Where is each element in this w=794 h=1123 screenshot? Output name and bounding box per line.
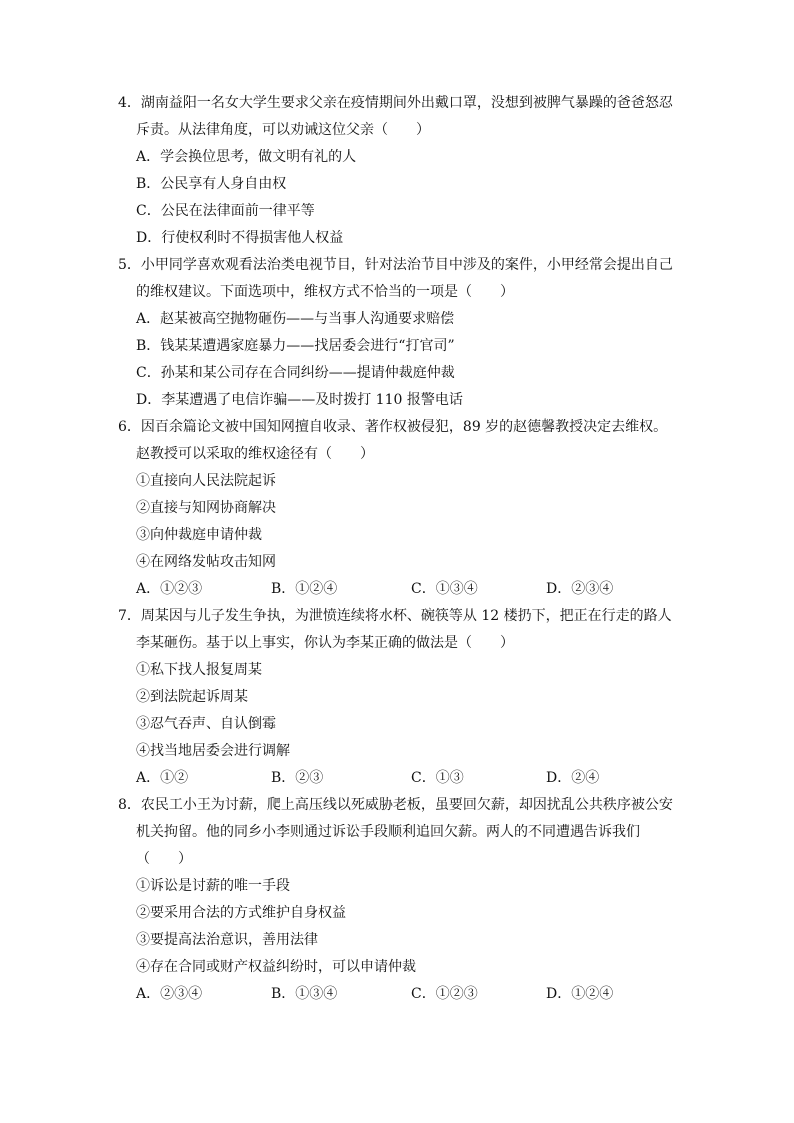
choice-b: B．①②④ (271, 581, 338, 597)
choice-c: C．①②③ (411, 986, 478, 1002)
option-d: D．行使权利时不得损害他人权益 (136, 230, 344, 246)
choice-a: A．②③④ (136, 986, 203, 1002)
question-stem (118, 603, 678, 657)
question-5 (118, 252, 678, 414)
statement-1: ①直接向人民法院起诉 (136, 473, 276, 489)
statement-2: ②要采用合法的方式维护自身权益 (136, 905, 346, 921)
choice-row (118, 576, 678, 603)
question-number: 6． (118, 419, 141, 435)
option-a: A．赵某被高空抛物砸伤——与当事人沟通要求赔偿 (136, 311, 455, 327)
choice-d: D．②④ (546, 770, 600, 786)
statement-4: ④存在合同或财产权益纠纷时，可以申请仲裁 (136, 959, 416, 975)
question-number: 8． (118, 797, 141, 813)
option-c: C．孙某和某公司存在合同纠纷——提请仲裁庭仲裁 (136, 365, 455, 381)
statement-1: ①私下找人报复周某 (136, 662, 262, 678)
question-4 (118, 90, 678, 252)
option-b: B．钱某某遭遇家庭暴力——找居委会进行“打官司” (136, 338, 455, 354)
choice-c: C．①③④ (411, 581, 478, 597)
question-stem (118, 792, 678, 873)
question-text: 小甲同学喜欢观看法治类电视节目，针对法治节目中涉及的案件，小甲经常会提出自己的维权建议。下面选项中，维权方式不恰当的一项是（ ） (136, 257, 673, 300)
statement-1: ①诉讼是讨薪的唯一手段 (136, 878, 290, 894)
statement-3: ③忍气吞声、自认倒霉 (136, 716, 276, 732)
question-text: 湖南益阳一名女大学生要求父亲在疫情期间外出戴口罩，没想到被脾气暴躁的爸爸怒忍斥责。从法律角度，可以劝诫这位父亲（ ） (136, 95, 673, 138)
question-8 (118, 792, 678, 1008)
question-stem (118, 252, 678, 306)
choice-a: A．①② (136, 770, 189, 786)
question-stem (118, 90, 678, 144)
choice-b: B．②③ (271, 770, 324, 786)
choice-row (118, 765, 678, 792)
statement-2: ②到法院起诉周某 (136, 689, 248, 705)
statement-2: ②直接与知网协商解决 (136, 500, 276, 516)
question-list (118, 90, 678, 1008)
question-text: 因百余篇论文被中国知网擅自收录、著作权被侵犯，89 岁的赵德馨教授决定去维权。赵教授可以采取的维权途径有（ ） (136, 419, 668, 462)
choice-d: D．②③④ (546, 581, 614, 597)
option-c: C．公民在法律面前一律平等 (136, 203, 315, 219)
question-number: 5． (118, 257, 141, 273)
question-7 (118, 603, 678, 792)
question-number: 7． (118, 608, 141, 624)
choice-b: B．①③④ (271, 986, 338, 1002)
option-b: B．公民享有人身自由权 (136, 176, 287, 192)
option-d: D．李某遭遇了电信诈骗——及时拨打 110 报警电话 (136, 392, 463, 408)
option-a: A．学会换位思考，做文明有礼的人 (136, 149, 357, 165)
question-number: 4． (118, 95, 141, 111)
statement-3: ③向仲裁庭申请仲裁 (136, 527, 262, 543)
question-text: 周某因与儿子发生争执，为泄愤连续将水杯、碗筷等从 12 楼扔下，把正在行走的路人李某砸伤。基于以上事实，你认为李某正确的做法是（ ） (136, 608, 672, 651)
choice-d: D．①②④ (546, 986, 614, 1002)
question-text: 农民工小王为讨薪，爬上高压线以死威胁老板，虽要回欠薪，却因扰乱公共秩序被公安机关拘留。他的同乡小李则通过诉讼手段顺利追回欠薪。两人的不同遭遇告诉我们（ ） (136, 797, 673, 867)
choice-c: C．①③ (411, 770, 464, 786)
statement-4: ④在网络发帖攻击知网 (136, 554, 276, 570)
statement-3: ③要提高法治意识，善用法律 (136, 932, 318, 948)
question-6 (118, 414, 678, 603)
choice-a: A．①②③ (136, 581, 203, 597)
question-stem (118, 414, 678, 468)
choice-row (118, 981, 678, 1008)
statement-4: ④找当地居委会进行调解 (136, 743, 290, 759)
